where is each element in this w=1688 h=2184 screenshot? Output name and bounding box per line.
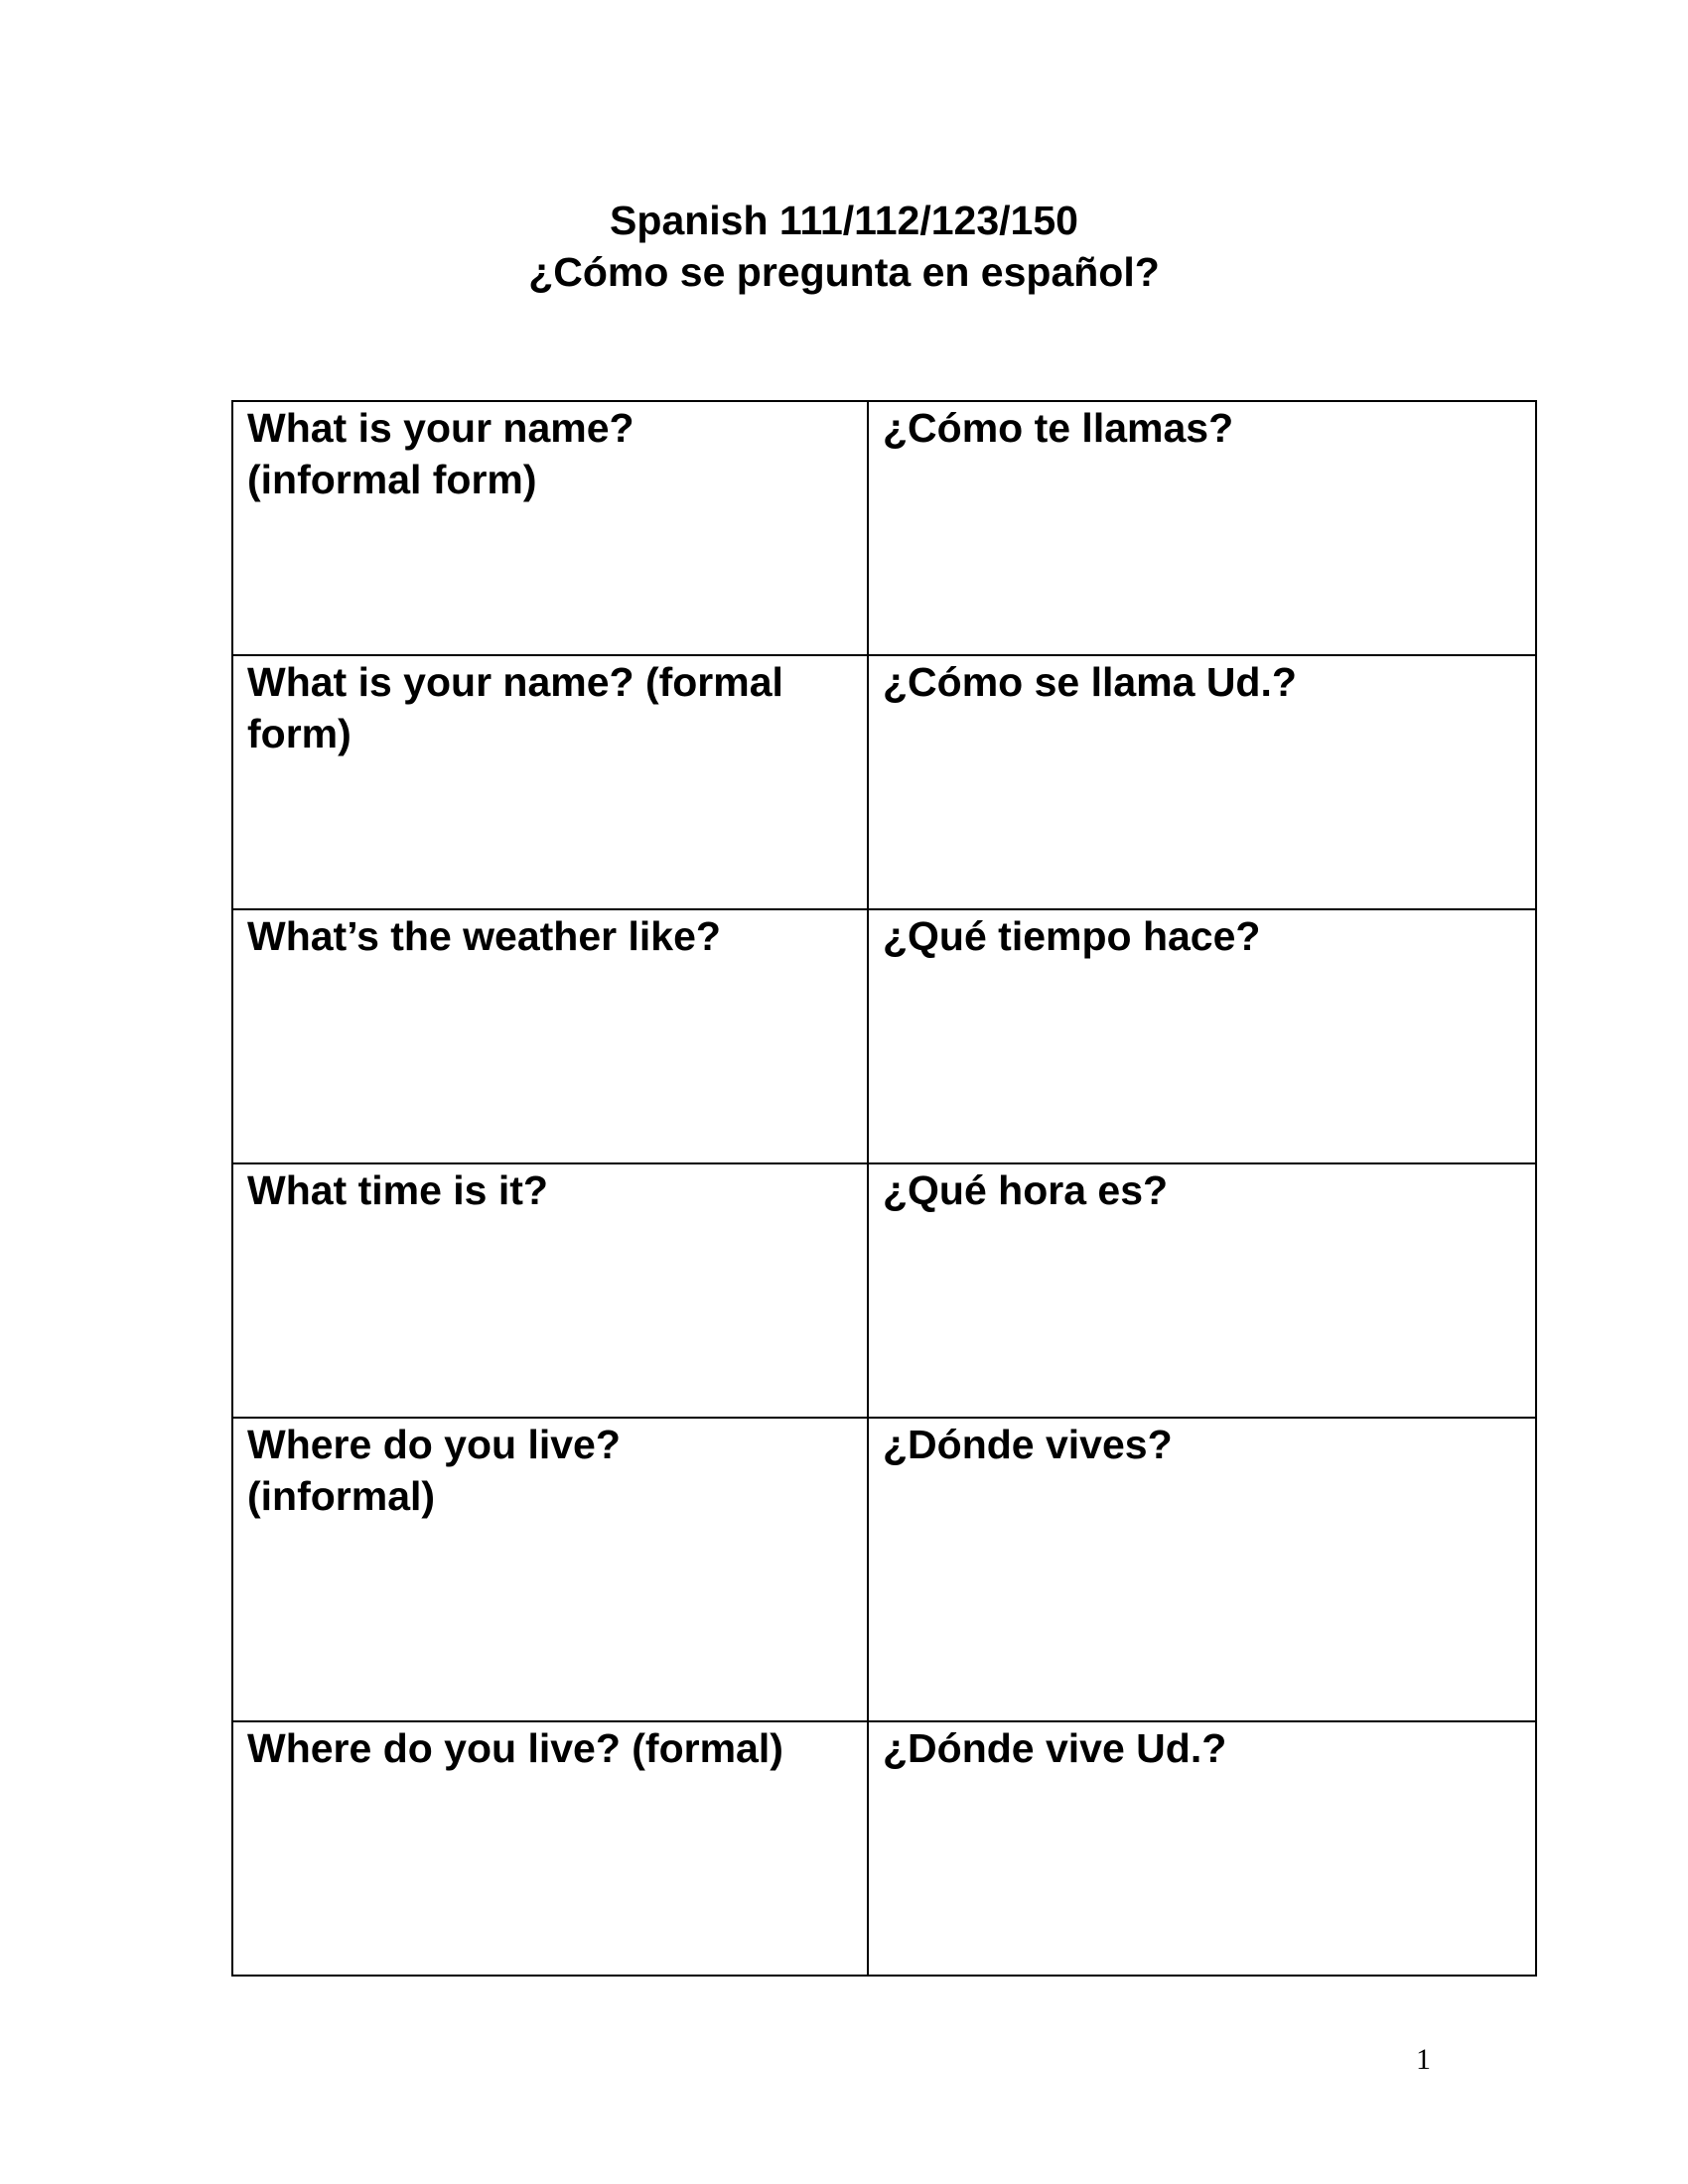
- spanish-cell: [868, 1163, 1536, 1418]
- phrase-table: [231, 400, 1537, 1977]
- english-cell: [232, 655, 868, 909]
- table-row: [232, 401, 1536, 655]
- english-cell: [232, 1418, 868, 1721]
- spanish-phrase: ¿Cómo se llama Ud.?: [883, 659, 1297, 705]
- spanish-phrase: ¿Qué hora es?: [883, 1167, 1169, 1213]
- english-cell: [232, 1163, 868, 1418]
- english-phrase: What is your name? (formal form): [247, 659, 783, 756]
- spanish-phrase: ¿Dónde vive Ud.?: [883, 1725, 1227, 1771]
- english-cell: [232, 909, 868, 1163]
- english-cell: [232, 1721, 868, 1976]
- spanish-cell: [868, 1721, 1536, 1976]
- spanish-cell: [868, 1418, 1536, 1721]
- english-phrase: Where do you live? (formal): [247, 1725, 783, 1771]
- english-phrase: What’s the weather like?: [247, 913, 721, 959]
- table-row: [232, 655, 1536, 909]
- page-header: [0, 195, 1688, 298]
- page-number: 1: [1416, 2043, 1431, 2076]
- english-cell: [232, 401, 868, 655]
- spanish-cell: [868, 655, 1536, 909]
- page-subtitle: ¿Cómo se pregunta en español?: [528, 249, 1160, 295]
- spanish-phrase: ¿Cómo te llamas?: [883, 405, 1234, 451]
- spanish-phrase: ¿Qué tiempo hace?: [883, 913, 1261, 959]
- english-phrase: What is your name? (informal form): [247, 405, 634, 502]
- spanish-cell: [868, 909, 1536, 1163]
- course-title: Spanish 111/112/123/150: [610, 198, 1078, 243]
- table-row: [232, 909, 1536, 1163]
- english-phrase: Where do you live? (informal): [247, 1422, 621, 1519]
- spanish-cell: [868, 401, 1536, 655]
- spanish-phrase: ¿Dónde vives?: [883, 1422, 1173, 1467]
- table-row: [232, 1418, 1536, 1721]
- english-phrase: What time is it?: [247, 1167, 548, 1213]
- table-row: [232, 1721, 1536, 1976]
- table-row: [232, 1163, 1536, 1418]
